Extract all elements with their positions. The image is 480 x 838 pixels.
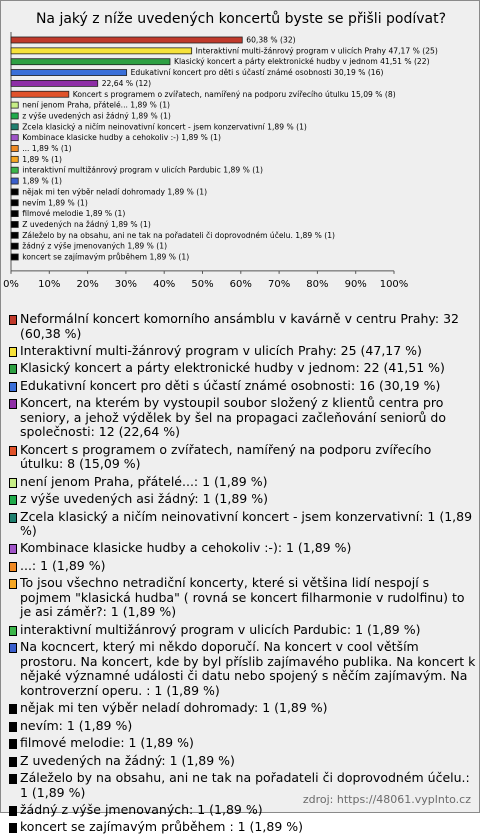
bar	[11, 70, 127, 76]
legend-item	[9, 379, 477, 394]
legend-item	[9, 443, 477, 472]
legend-item	[9, 623, 477, 638]
bar	[11, 59, 170, 65]
bar-label: nějak mi ten výběr neladí dohromady 1,89 % (1)	[22, 187, 208, 197]
legend-label: filmové melodie: 1 (1,89 %)	[20, 735, 194, 751]
legend-label: Edukativní koncert pro děti s účastí známé osobnosti: 16 (30,19 %)	[20, 377, 441, 393]
legend-swatch	[9, 774, 17, 784]
legend-swatch	[9, 806, 17, 816]
bar-label: 1,89 % (1)	[22, 176, 62, 186]
legend-item	[9, 492, 477, 507]
legend-item	[9, 754, 477, 769]
legend-label: Z uvedených na žádný: 1 (1,89 %)	[20, 752, 235, 768]
legend-swatch	[9, 347, 17, 357]
legend-swatch	[9, 739, 17, 749]
legend-swatch	[9, 579, 17, 589]
bar	[11, 167, 18, 173]
legend-swatch	[9, 382, 17, 392]
x-tick-label: 80%	[306, 278, 329, 290]
legend-item	[9, 576, 477, 620]
legend-label: Zcela klasický a ničím neinovativní koncert - jsem konzervativní: 1 (1,89 %)	[20, 508, 473, 539]
x-tick-label: 30%	[114, 278, 138, 290]
legend-swatch	[9, 704, 17, 714]
bar	[11, 124, 18, 130]
legend-label: To jsou všechno netradiční koncerty, které si většina lidí nespojí s pojmem "klasická hudba" ( rovná se koncert filharmonie v rudolfinu) to je asi záměr?: 1 (1,89 %)	[20, 575, 465, 620]
source-link[interactable]: zdroj: https://48061.vyplnto.cz	[302, 793, 471, 806]
bar	[11, 102, 18, 108]
bar-label: Zcela klasický a ničím neinovativní koncert - jsem konzervativní 1,89 % (1)	[22, 122, 307, 132]
bar-plot	[1, 1, 480, 301]
bar	[11, 37, 242, 43]
legend-swatch	[9, 562, 17, 572]
chart-title: Na jaký z níže uvedených koncertů byste se přišli podívat?	[35, 11, 447, 27]
legend-label: Interaktivní multi-žánrový program v ulicích Prahy: 25 (47,17 %)	[20, 342, 422, 358]
bar	[11, 91, 69, 97]
legend-label: není jenom Praha, přátelé...: 1 (1,89 %)	[20, 473, 268, 489]
x-tick-label: 0%	[3, 278, 19, 290]
legend-label: nevím: 1 (1,89 %)	[20, 717, 133, 733]
bar	[11, 232, 18, 238]
bar	[11, 178, 18, 184]
legend-item	[9, 701, 477, 716]
legend-label: žádný z výše jmenovaných: 1 (1,89 %)	[20, 801, 263, 817]
legend-item	[9, 312, 477, 341]
legend-item	[9, 719, 477, 734]
legend-item	[9, 541, 477, 556]
bar-label: Z uvedených na žádný 1,89 % (1)	[22, 219, 151, 229]
legend-item	[9, 559, 477, 574]
bar	[11, 211, 18, 217]
legend-label: Kombinace klasicke hudby a cehokoliv :-): 1 (1,89 %)	[20, 540, 352, 556]
bar	[11, 243, 18, 249]
legend-item	[9, 736, 477, 751]
x-tick-label: 70%	[267, 278, 291, 290]
bar-label: není jenom Praha, přátelé... 1,89 % (1)	[22, 100, 171, 110]
x-tick-label: 10%	[38, 278, 61, 290]
legend-swatch	[9, 823, 17, 833]
bar	[11, 254, 18, 260]
legend-item	[9, 640, 477, 698]
bar-label: Edukativní koncert pro děti s účastí známé osobnosti 30,19 % (16)	[130, 68, 384, 78]
bar-label: filmové melodie 1,89 % (1)	[22, 209, 126, 219]
x-tick-label: 40%	[153, 278, 176, 290]
bar	[11, 221, 18, 227]
legend-label: Koncert, na kterém by vystoupil soubor složený z klientů centra pro seniory, a jehož výdělek by šel na propagaci začleňování seniorů do společnosti: 12 (22,64 %)	[20, 395, 447, 440]
legend-swatch	[9, 495, 17, 505]
legend-swatch	[9, 643, 17, 653]
bar	[11, 135, 18, 141]
bar-label: Záleželo by na obsahu, ani ne tak na pořadateli či doprovodném účelu. 1,89 % (1)	[22, 230, 336, 240]
legend-item	[9, 396, 477, 440]
bar	[11, 189, 18, 195]
bar	[11, 146, 18, 152]
legend-item	[9, 475, 477, 490]
x-tick-label: 20%	[76, 278, 99, 290]
legend-swatch	[9, 446, 17, 456]
bar-label: Koncert s programem o zvířatech, namířený na podporu zvířecího útulku 15,09 % (8)	[72, 89, 396, 99]
legend-swatch	[9, 513, 17, 523]
legend-item	[9, 820, 477, 835]
legend-label: interaktivní multižánrový program v ulicích Pardubic: 1 (1,89 %)	[20, 621, 421, 637]
legend-label: Záleželo by na obsahu, ani ne tak na pořadateli či doprovodném účelu.: 1 (1,89 %)	[20, 769, 470, 800]
bar-label: Interaktivní multi-žánrový program v ulicích Prahy 47,17 % (25)	[195, 46, 438, 56]
legend-swatch	[9, 315, 17, 325]
x-tick-label: 60%	[229, 278, 252, 290]
bar-label: 1,89 % (1)	[22, 154, 62, 164]
bar	[11, 200, 18, 206]
legend-swatch	[9, 478, 17, 488]
bar-label: z výše uvedených asi žádný 1,89 % (1)	[22, 111, 171, 121]
legend-swatch	[9, 722, 17, 732]
x-tick-label: 90%	[344, 278, 367, 290]
bar-label: ... 1,89 % (1)	[22, 144, 72, 153]
legend-label: Neformální koncert komorního ansámblu v kavárně v centru Prahy: 32 (60,38 %)	[20, 311, 460, 341]
legend-swatch	[9, 399, 17, 409]
legend-label: koncert se zajímavým průběhem : 1 (1,89 %)	[20, 819, 303, 835]
legend-swatch	[9, 757, 17, 767]
bar	[11, 80, 98, 86]
bar-label: nevím 1,89 % (1)	[22, 198, 88, 208]
legend-label: ...: 1 (1,89 %)	[20, 557, 106, 573]
bar	[11, 113, 18, 119]
legend	[9, 312, 477, 838]
x-tick-label: 50%	[191, 278, 214, 290]
bar-label: 22,64 % (12)	[101, 78, 152, 88]
x-tick-label: 100%	[379, 278, 409, 290]
bar-label: Klasický koncert a párty elektronické hudby v jednom 41,51 % (22)	[173, 57, 430, 67]
legend-label: Na kocncert, který mi někdo doporučí. Na koncert v cool větším prostoru. Na koncert, kde by byl příslib zajímavého publika. Na koncert k nějaké významné události či datu nebo spojený s něčím zajímavým. Na kontroverzní operu. : 1 (1,89 %)	[20, 639, 476, 699]
legend-swatch	[9, 544, 17, 554]
legend-label: nějak mi ten výběr neladí dohromady: 1 (1,89 %)	[20, 700, 328, 716]
legend-label: Koncert s programem o zvířatech, namířený na podporu zvířecího útulku: 8 (15,09 %)	[20, 441, 432, 472]
legend-swatch	[9, 364, 17, 374]
legend-item	[9, 361, 477, 376]
legend-item	[9, 344, 477, 359]
legend-swatch	[9, 626, 17, 636]
bar-label: 60,38 % (32)	[246, 35, 296, 45]
legend-label: Klasický koncert a párty elektronické hudby v jednom: 22 (41,51 %)	[20, 360, 445, 376]
bar-label: koncert se zajímavým průběhem 1,89 % (1)	[22, 252, 190, 262]
bar	[11, 156, 18, 162]
legend-item	[9, 510, 477, 539]
bar-label: interaktivní multižánrový program v ulicích Pardubic 1,89 % (1)	[22, 165, 263, 175]
bar	[11, 48, 192, 54]
bar-label: Kombinace klasicke hudby a cehokoliv :-) 1,89 % (1)	[22, 133, 221, 143]
legend-label: z výše uvedených asi žádný: 1 (1,89 %)	[20, 491, 268, 507]
bar-label: žádný z výše jmenovaných 1,89 % (1)	[22, 241, 168, 251]
